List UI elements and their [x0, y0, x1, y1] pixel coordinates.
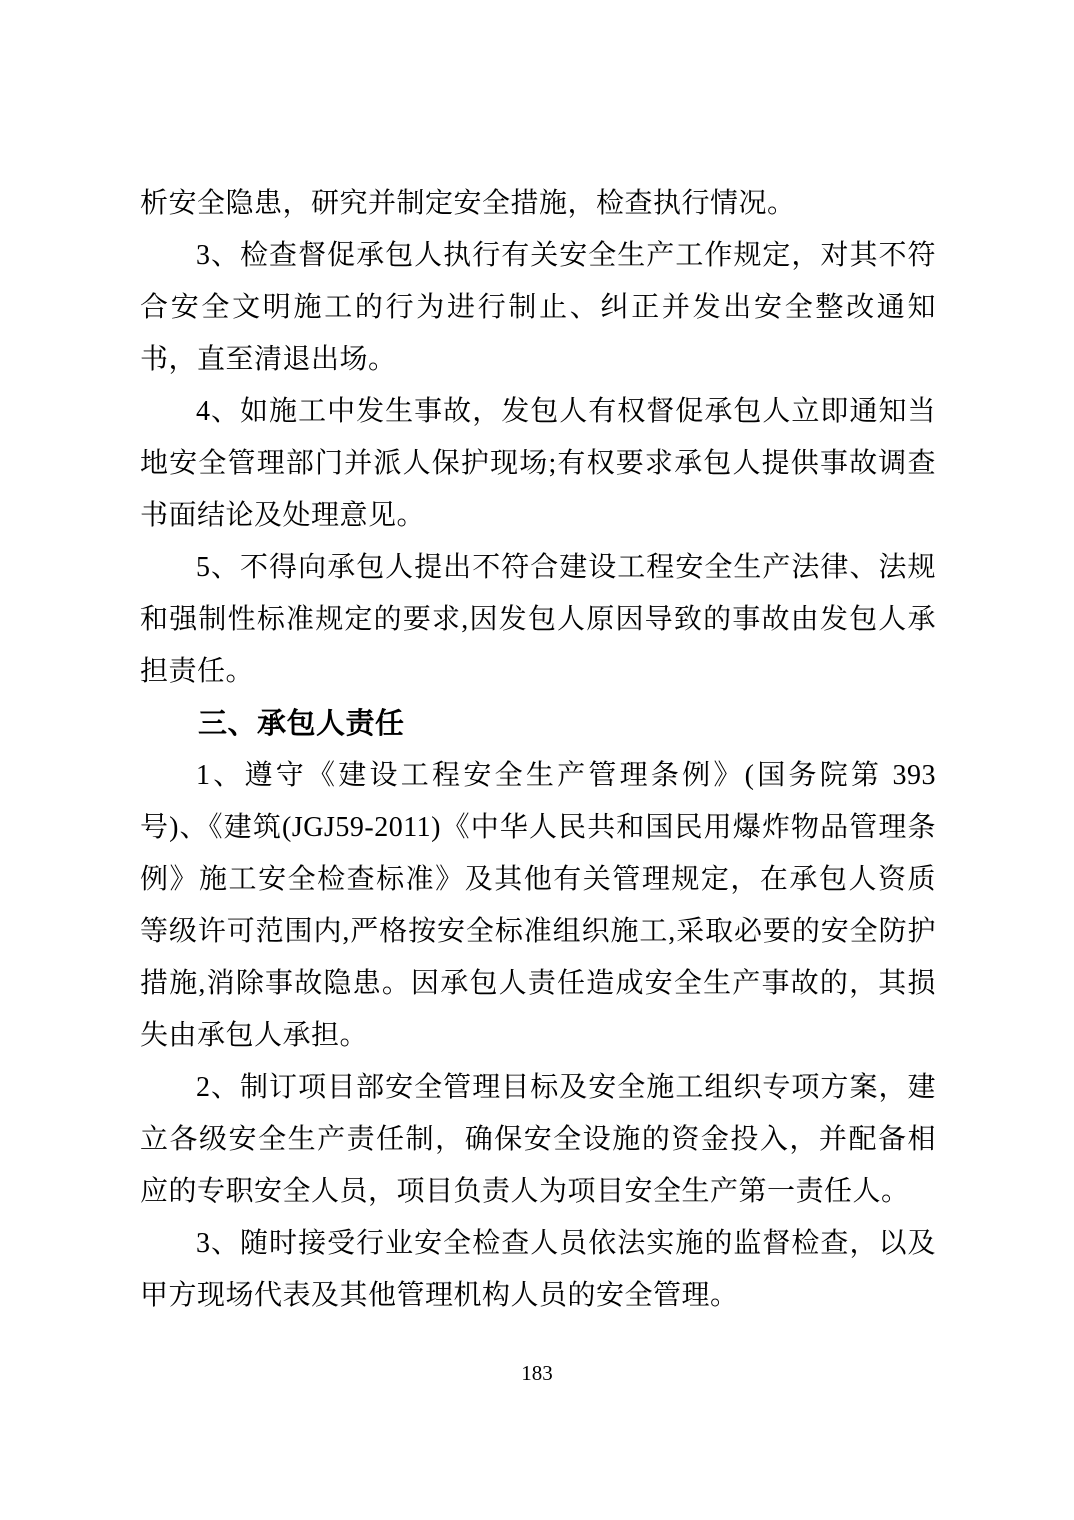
document-body — [140, 178, 936, 1322]
section-heading-contractor-responsibility: 三、承包人责任 — [198, 708, 405, 740]
paragraph-continuation: 析安全隐患，研究并制定安全措施，检查执行情况。 — [140, 188, 796, 219]
paragraph-item-3-employer: 3、检查督促承包人执行有关安全生产工作规定，对其不符合安全文明施工的行为进行制止、纠正并发出安全整改通知书，直至清退出场。 — [140, 240, 936, 375]
page-number: 183 — [521, 1361, 553, 1385]
paragraph-item-2-contractor: 2、制订项目部安全管理目标及安全施工组织专项方案，建立各级安全生产责任制，确保安全设施的资金投入，并配备相应的专职安全人员，项目负责人为项目安全生产第一责任人。 — [140, 1072, 936, 1207]
paragraph-item-3-contractor: 3、随时接受行业安全检查人员依法实施的监督检查，以及甲方现场代表及其他管理机构人员的安全管理。 — [140, 1228, 936, 1311]
paragraph-item-4-employer: 4、如施工中发生事故，发包人有权督促承包人立即通知当地安全管理部门并派人保护现场;有权要求承包人提供事故调查书面结论及处理意见。 — [140, 396, 936, 531]
paragraph-item-5-employer: 5、不得向承包人提出不符合建设工程安全生产法律、法规和强制性标准规定的要求,因发包人原因导致的事故由发包人承担责任。 — [140, 552, 936, 687]
paragraph-item-1-contractor: 1、遵守《建设工程安全生产管理条例》(国务院第 393 号)、《建筑(JGJ59-2011)《中华人民共和国民用爆炸物品管理条例》施工安全检查标准》及其他有关管理规定，在承包人资质等级许可范围内,严格按安全标准组织施工,采取必要的安全防护措施,消除事故隐患。因承包人责任造成安全生产事故的，其损失由承包人承担。 — [140, 760, 936, 1051]
